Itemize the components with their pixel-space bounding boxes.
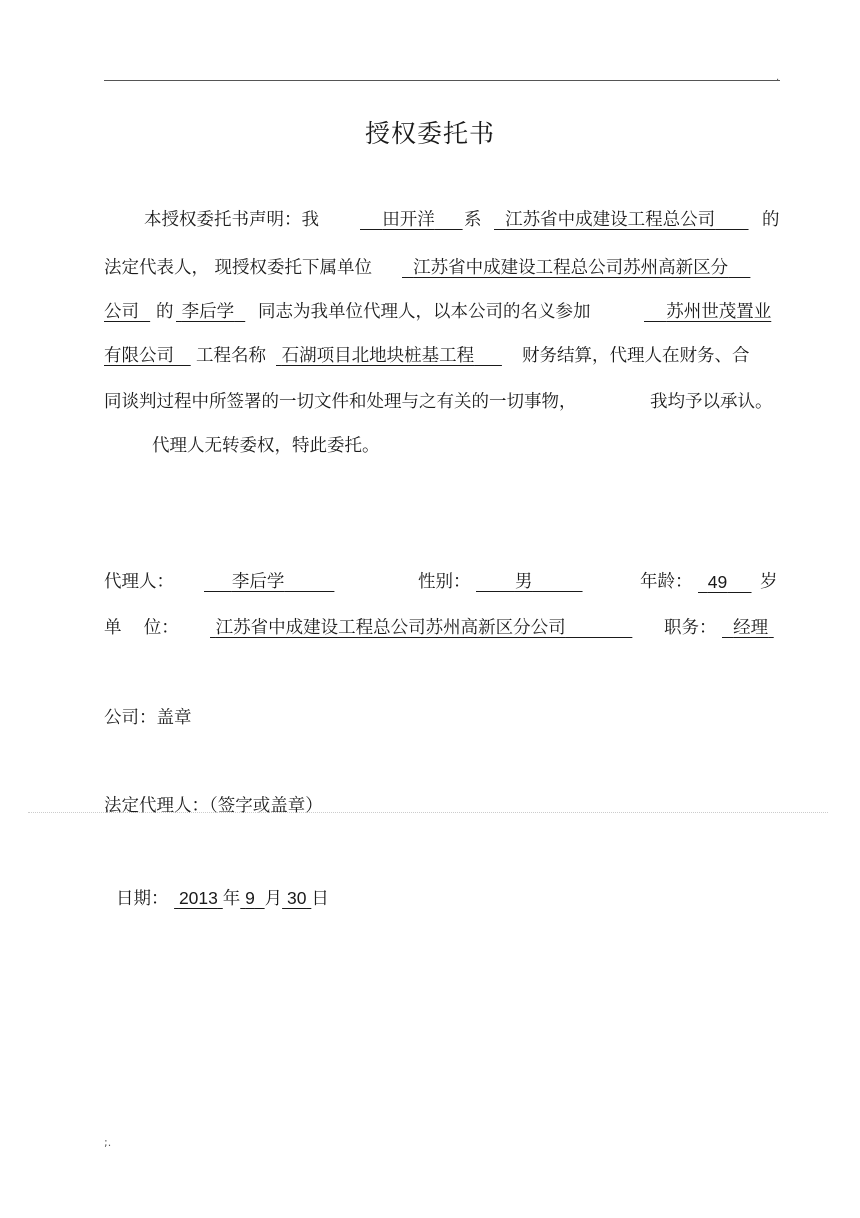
- age-unit: 岁: [760, 572, 778, 592]
- footer-mark: ;.: [104, 1136, 112, 1149]
- client-value-1: 苏州世茂置业: [666, 302, 772, 322]
- branch-value-2: 公司: [104, 302, 139, 322]
- text: 财务结算，代理人在财务、合: [522, 346, 750, 366]
- date-year-value: 2013: [178, 888, 218, 908]
- position-field: [722, 616, 774, 640]
- text: 的: [156, 302, 174, 322]
- branch-name-part-2: [104, 300, 150, 324]
- date-year-unit: 年: [222, 889, 241, 909]
- grantor-value: 田开洋: [382, 210, 435, 230]
- branch-name-part-1: [402, 256, 750, 280]
- age-field: [698, 570, 752, 594]
- text: 系: [464, 210, 482, 230]
- project-name: [276, 344, 502, 368]
- date-line: [116, 886, 329, 911]
- date-month-value: 9: [245, 888, 255, 908]
- project-value: 石湖项目北地块桩基工程: [281, 346, 475, 366]
- gender-label: 性别：: [418, 572, 471, 592]
- date-month-unit: 月: [264, 889, 283, 909]
- text: 的: [762, 210, 780, 230]
- age-label: 年龄：: [640, 572, 693, 592]
- gender-field: [476, 570, 583, 594]
- client-value-2: 有限公司: [104, 346, 174, 366]
- header-rule: [104, 80, 780, 81]
- date-day-unit: 日: [311, 889, 329, 909]
- text: 工程名称: [196, 346, 266, 366]
- agent-name-value: 李后学: [231, 572, 285, 592]
- header-mark: .: [776, 72, 780, 83]
- client-name-part-1: [644, 300, 771, 324]
- text: 法定代表人， 现授权委托下属单位: [104, 258, 373, 278]
- grantor-name: [360, 208, 463, 232]
- document-title: 授权委托书: [364, 119, 495, 148]
- unit-label: 单 位：: [104, 618, 179, 638]
- legal-rep-line: 法定代理人：（签字或盖章）: [104, 796, 323, 816]
- date-month: [240, 888, 264, 908]
- date-day: [282, 888, 311, 908]
- date-year: [174, 888, 223, 908]
- text: 同谈判过程中所签署的一切文件和处理与之有关的一切事物，: [104, 392, 577, 412]
- agent-name-inline: [176, 300, 245, 324]
- gender-value: 男: [514, 572, 533, 592]
- text: 本授权委托书声明：我: [144, 210, 319, 230]
- client-name-part-2: [104, 344, 191, 368]
- branch-value-1: 江苏省中成建设工程总公司苏州高新区分: [413, 258, 729, 278]
- unit-field: [210, 616, 632, 640]
- text: 同志为我单位代理人，以本公司的名义参加: [258, 302, 591, 322]
- agent-label: 代理人：: [104, 572, 174, 592]
- text: 代理人无转委权，特此委托。: [152, 436, 380, 456]
- date-label: 日期：: [116, 889, 169, 909]
- company-name: [494, 208, 749, 232]
- position-label: 职务：: [664, 618, 717, 638]
- agent-name-field: [204, 570, 334, 594]
- position-value: 经理: [733, 618, 769, 638]
- company-seal-line: 公司：盖章: [104, 708, 192, 728]
- unit-value: 江苏省中成建设工程总公司苏州高新区分公司: [215, 618, 566, 638]
- agent-value-inline: 李后学: [181, 302, 235, 322]
- date-day-value: 30: [286, 888, 307, 908]
- text: 我均予以承认。: [650, 392, 773, 412]
- company-value: 江苏省中成建设工程总公司: [505, 210, 716, 230]
- age-value: 49: [707, 572, 728, 592]
